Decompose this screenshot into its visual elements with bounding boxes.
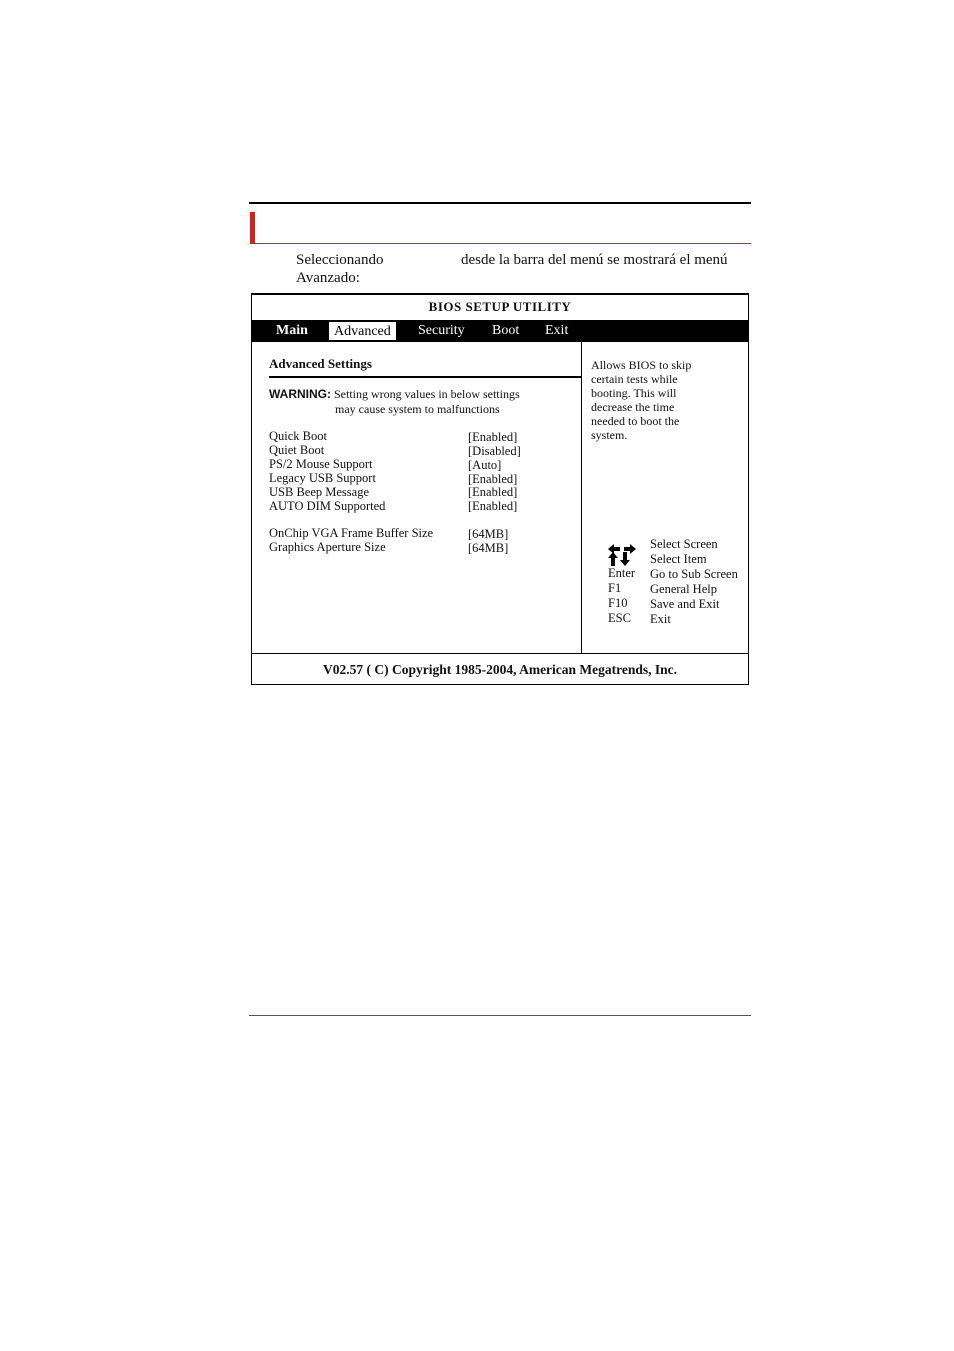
page-title: Advanced Settings <box>269 356 372 371</box>
heading-divider <box>269 376 581 378</box>
help-text <box>591 358 741 442</box>
bottom-rule <box>249 1015 751 1016</box>
top-rule <box>249 202 751 204</box>
bios-footer-copyright: V02.57 ( C) Copyright 1985-2004, American Megatrends, Inc. <box>252 653 748 685</box>
key-desc-sub-screen: Go to Sub Screen <box>650 567 738 581</box>
help-line: booting. This will <box>591 386 677 400</box>
up-down-arrows-icon <box>608 552 630 567</box>
key-f1: F1 <box>608 581 622 595</box>
value-legacy-usb[interactable]: [Enabled] <box>468 472 518 486</box>
help-line: needed to boot the <box>591 414 680 428</box>
value-quick-boot[interactable]: [Enabled] <box>468 430 518 444</box>
option-ps2-mouse[interactable]: PS/2 Mouse Support <box>269 457 373 471</box>
value-vga-frame-buffer[interactable]: [64MB] <box>468 527 509 541</box>
value-graphics-aperture[interactable]: [64MB] <box>468 541 509 555</box>
key-desc-save-exit: Save and Exit <box>650 597 720 611</box>
settings-pane <box>252 342 582 653</box>
value-quiet-boot[interactable]: [Disabled] <box>468 444 521 458</box>
help-line: Allows BIOS to skip <box>591 358 692 372</box>
section-underline <box>250 243 751 244</box>
option-vga-frame-buffer[interactable]: OnChip VGA Frame Buffer Size <box>269 526 434 540</box>
option-usb-beep[interactable]: USB Beep Message <box>269 485 369 499</box>
option-quiet-boot[interactable]: Quiet Boot <box>269 443 325 457</box>
option-legacy-usb[interactable]: Legacy USB Support <box>269 471 376 485</box>
tab-boot[interactable]: Boot <box>492 323 520 338</box>
warning-label: WARNING: <box>269 387 331 401</box>
tab-main[interactable]: Main <box>276 323 308 338</box>
intro-text-end: Avanzado: <box>296 270 360 286</box>
section-header-bar <box>250 212 751 244</box>
value-usb-beep[interactable]: [Enabled] <box>468 485 518 499</box>
key-enter: Enter <box>608 566 636 580</box>
option-quick-boot[interactable]: Quick Boot <box>269 429 327 443</box>
value-auto-dim[interactable]: [Enabled] <box>468 499 518 513</box>
help-line: system. <box>591 428 628 442</box>
help-line: decrease the time <box>591 400 675 414</box>
tab-advanced[interactable]: Advanced <box>328 321 397 341</box>
key-desc-select-item: Select Item <box>650 552 707 566</box>
warning-text-1: Setting wrong values in below settings <box>334 387 520 401</box>
help-line: certain tests while <box>591 372 678 386</box>
key-desc-select-screen: Select Screen <box>650 537 718 551</box>
tab-security[interactable]: Security <box>418 323 465 338</box>
key-esc: ESC <box>608 611 631 625</box>
value-ps2-mouse[interactable]: [Auto] <box>468 458 502 472</box>
key-f10: F10 <box>608 596 628 610</box>
intro-text-middle: desde la barra del menú se mostrará el menú <box>461 252 728 268</box>
key-desc-exit: Exit <box>650 612 671 626</box>
bios-title: BIOS SETUP UTILITY <box>428 299 572 314</box>
option-graphics-aperture[interactable]: Graphics Aperture Size <box>269 540 386 554</box>
warning-text-2: may cause system to malfunctions <box>335 402 500 416</box>
intro-text-start: Seleccionando <box>296 252 384 268</box>
tab-exit[interactable]: Exit <box>545 323 569 338</box>
bios-screenshot <box>251 293 749 685</box>
option-auto-dim[interactable]: AUTO DIM Supported <box>269 499 386 513</box>
help-pane <box>582 342 748 653</box>
warning-line-1 <box>269 387 520 401</box>
key-desc-general-help: General Help <box>650 582 717 596</box>
bios-menu-bar <box>252 320 748 342</box>
section-marker <box>250 212 255 243</box>
